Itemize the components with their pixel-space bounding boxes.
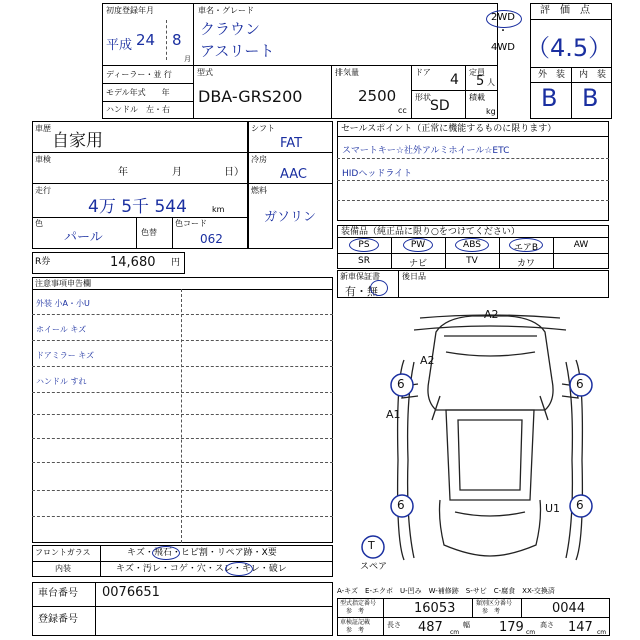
kg-unit: kg [486,107,496,116]
displacement-label: 排気量 [335,68,359,77]
car-name-value: クラウン [200,20,261,38]
capacity-unit: 人 [487,78,495,87]
handle-label: ハンドル 左・右 [106,105,170,114]
cooling-label: 冷房 [251,155,267,164]
history-label: 車歴 [35,124,51,133]
score-value: （4.5） [526,34,613,62]
front-glass-label: フロントガラス [35,548,91,557]
grade-value: アスリート [200,42,275,60]
color-value: パール [64,230,103,245]
spare-tire-label: T [368,539,375,552]
equip-pw: PW [410,240,426,250]
width-unit: cm [526,629,536,636]
equip-airbag: エアB [513,243,539,253]
equip-tv: TV [466,256,478,266]
weight-label: 積載 [469,93,485,102]
type-number-value: 16053 [414,601,456,616]
inspection-year-unit: 年 [118,167,128,178]
capacity-value: 5 [476,74,485,89]
door-label: ドア [415,68,431,77]
car-name-label: 車名・グレード [198,6,254,15]
wheel-front-right: 6 [576,377,584,391]
wheel-front-left: 6 [397,377,405,391]
recycle-fee-label: R券 [35,257,51,267]
equip-navi: ナビ [408,259,427,269]
interior-row-value: キズ・汚レ・コゲ・穴・スレ・キレ・破レ [116,564,287,574]
year-value: 24 [136,31,156,49]
capacity-label: 定員 [469,68,485,77]
color-code-value: 062 [200,232,223,246]
mileage-label: 走行 [35,186,51,195]
equip-ps: PS [358,240,370,250]
paint-change-label: 色替 [141,228,157,237]
history-value: 自家用 [52,131,103,151]
interior-label: 内 装 [579,70,607,80]
warranty-label: 新車保証書 [340,272,380,281]
color-label: 色 [35,219,43,228]
length-value: 487 [418,620,443,635]
inspection-label: 車検 [35,155,51,164]
drive-separator: ・ [498,26,508,37]
model-code-value: DBA-GRS200 [198,87,303,106]
damage-mark-front: A2 [484,308,499,321]
registration-label: 登録番号 [38,614,78,625]
note-line-4: ハンドル すれ [36,377,87,386]
chassis-value: 0076651 [102,585,160,600]
dimensions-label: 車検証記載 [340,619,371,626]
damage-mark-front-left: A2 [420,354,435,367]
class-number-value: 0044 [552,601,586,616]
shape-value: SD [430,98,450,114]
displacement-value: 2500 [358,87,397,105]
color-code-label: 色コード [175,219,207,228]
first-registration-label: 初度登録年月 [106,6,154,15]
note-line-1: 外装 小A・小U [36,299,90,308]
equip-abs: ABS [463,240,481,250]
damage-mark-left-side: A1 [386,408,401,421]
wheel-rear-left: 6 [397,498,405,512]
class-number-label: 類別区分番号 [476,600,513,607]
fuel-value: ガソリン [264,210,317,225]
inspection-day-unit: 日） [224,167,244,178]
width-value: 179 [499,620,524,635]
exterior-label: 外 装 [538,70,566,80]
interior-grade: B [582,84,599,112]
spare-tire-text: スペア [360,562,388,572]
height-value: 147 [568,620,593,635]
month-value: 8 [172,31,182,49]
shift-label: シフト [251,124,275,133]
length-unit: cm [450,629,460,636]
type-number-sub: 参 考 [346,608,365,615]
cooling-value: AAC [280,167,307,182]
sales-point-line-2: HIDヘッドライト [342,169,413,179]
wheel-rear-right: 6 [576,498,584,512]
width-key: 幅 [463,621,470,629]
era-value: 平成 [106,38,133,53]
model-code-label: 型式 [197,68,213,77]
dealer-label: ディーラー・並 行 [106,70,172,79]
exterior-grade: B [541,84,558,112]
cc-unit: cc [398,106,407,115]
recycle-fee-value: 14,680 [110,255,156,270]
note-line-2: ホイール キズ [36,325,87,334]
length-key: 長さ [387,621,401,629]
recycle-fee-unit: 円 [171,258,181,268]
notes-label: 注意事項申告欄 [35,279,91,288]
damage-legend: A-キズ E-エクボ U-凹み W-補修跡 S-サビ C-腐食 XX-交換済 [337,587,555,595]
fuel-label: 燃料 [251,186,267,195]
front-glass-value: キズ・飛石・ヒビ割・リペア跡・X要 [127,548,277,558]
note-line-3: ドアミラー キズ [36,351,95,360]
damage-mark-rear-right: U1 [545,502,561,515]
inspection-month-unit: 月 [172,167,182,178]
equipment-label: 装備品（純正品に限り○をつけてください） [341,227,520,237]
warranty-value: 有・無 [345,285,378,298]
drive-2wd: 2WD [491,12,515,23]
month-unit: 月 [184,55,191,63]
sales-point-line-1: スマートキー☆社外アルミホイール☆ETC [342,146,510,156]
km-unit: km [212,205,225,214]
manual-label: 後日品 [402,272,426,281]
model-year-label: モデル年式 年 [106,88,170,97]
equip-leather: カワ [516,259,535,269]
type-number-label: 型式指定番号 [340,600,377,607]
shift-value: FAT [280,136,303,151]
chassis-label: 車台番号 [38,588,78,599]
interior-row-label: 内装 [55,564,71,573]
class-number-sub: 参 考 [482,608,501,615]
door-value: 4 [450,72,459,88]
height-key: 高さ [540,621,554,629]
dimensions-sub: 参 考 [346,627,365,634]
shape-label: 形状 [415,93,431,102]
sales-points-label: セールスポイント（正常に機能するものに限ります） [341,124,557,134]
score-label: 評 価 点 [540,5,590,16]
equip-aw: AW [573,240,589,250]
height-unit: cm [597,629,607,636]
mileage-value: 4万 5千 544 [88,197,187,217]
drive-4wd: 4WD [491,42,515,53]
equip-sr: SR [358,256,370,266]
